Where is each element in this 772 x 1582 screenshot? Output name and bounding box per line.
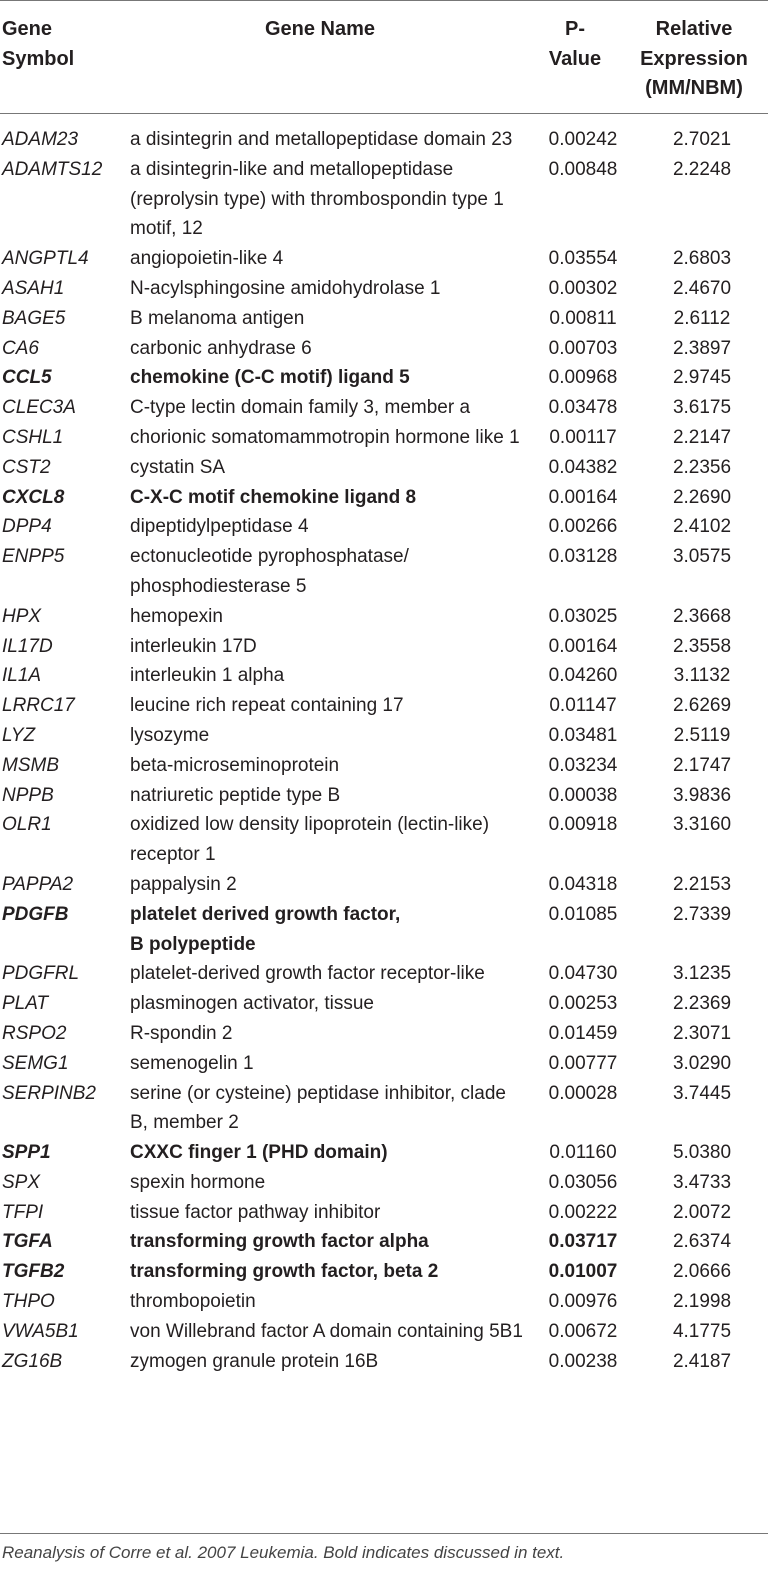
p-value-cell: 0.03554: [548, 248, 618, 270]
table-row: [0, 781, 768, 811]
gene-symbol-cell: SPP1: [2, 1142, 51, 1164]
header-relative-expression: [630, 15, 758, 104]
gene-name-cell: transforming growth factor alpha: [130, 1231, 429, 1253]
gene-symbol-cell: SEMG1: [2, 1052, 69, 1074]
header-gene-name: [132, 15, 508, 45]
relative-expression-cell: 3.1235: [672, 963, 732, 985]
table-row: [0, 155, 768, 244]
header-p-value: [518, 15, 632, 74]
gene-symbol-cell: TFPI: [2, 1201, 44, 1223]
gene-symbol-cell: CCL5: [2, 367, 52, 389]
gene-name-cell: carbonic anhydrase 6: [130, 337, 312, 359]
table-row: [0, 423, 768, 453]
relative-expression-cell: 2.7021: [672, 129, 732, 150]
table-row: [0, 1287, 768, 1317]
p-value-cell: 0.04260: [548, 665, 618, 687]
gene-name-cell: R-spondin 2: [130, 1022, 233, 1044]
gene-name-cell: a disintegrin and metallopeptidase domain 23: [130, 129, 513, 150]
gene-name-cell: pappalysin 2: [130, 873, 237, 895]
relative-expression-cell: 2.4102: [672, 516, 732, 538]
gene-name-cell: angiopoietin-like 4: [130, 248, 284, 270]
table-row: [0, 721, 768, 751]
relative-expression-cell: 2.2690: [672, 486, 732, 508]
gene-name-cell: hemopexin: [130, 605, 223, 627]
gene-name-cell: interleukin 1 alpha: [130, 665, 285, 687]
gene-name-cell: C-X-C motif chemokine ligand 8: [130, 486, 417, 508]
table-row: [0, 1049, 768, 1079]
p-value-cell: 0.00242: [548, 129, 618, 150]
gene-name-cell: zymogen granule protein 16B: [130, 1350, 379, 1372]
relative-expression-cell: 3.3160: [672, 814, 732, 836]
table-row: [0, 304, 768, 334]
table-row: [0, 989, 768, 1019]
p-value-cell: 0.00968: [548, 367, 618, 389]
table-row: [0, 542, 768, 602]
gene-name-cell: plasminogen activator, tissue: [130, 993, 374, 1015]
gene-name-cell: lysozyme: [130, 724, 210, 746]
p-value-cell: 0.03481: [548, 724, 618, 746]
relative-expression-cell: 2.6269: [672, 695, 732, 717]
gene-name-cell: chemokine (C-C motif) ligand 5: [130, 367, 410, 389]
table-row: [0, 751, 768, 781]
table-row: [0, 1198, 768, 1228]
p-value-cell: 0.04382: [548, 456, 618, 478]
p-value-cell: 0.00811: [549, 307, 617, 329]
relative-expression-cell: 2.3897: [672, 337, 732, 359]
table-row: [0, 870, 768, 900]
table-row: [0, 1019, 768, 1049]
gene-name-cell: von Willebrand factor A domain containing 5B1: [130, 1320, 523, 1342]
p-value-cell: 0.04318: [548, 873, 618, 895]
p-value-cell: 0.00222: [548, 1201, 618, 1223]
p-value-cell: 0.00976: [548, 1291, 618, 1313]
p-value-cell: 0.00164: [548, 486, 618, 508]
p-value-cell: 0.00028: [548, 1082, 618, 1104]
gene-symbol-cell: TGFB2: [2, 1261, 65, 1283]
gene-name-cell: CXXC finger 1 (PHD domain): [130, 1142, 388, 1164]
p-value-cell: 0.00918: [548, 814, 618, 836]
p-value-cell: 0.03234: [548, 754, 618, 776]
p-value-cell: 0.01147: [549, 695, 617, 717]
gene-symbol-cell: CST2: [2, 456, 51, 478]
header-gene-symbol-text: Gene Symbol: [2, 18, 75, 70]
table-footnote: Reanalysis of Corre et al. 2007 Leukemia. Bold indicates discussed in text.: [2, 1543, 565, 1562]
relative-expression-cell: 2.9745: [672, 367, 732, 389]
gene-name-cell: tissue factor pathway inhibitor: [130, 1201, 381, 1223]
gene-name-cell: thrombopoietin: [130, 1291, 256, 1313]
gene-symbol-cell: NPPB: [2, 784, 54, 806]
top-rule: [0, 0, 768, 1]
table-row: [0, 274, 768, 304]
table-row: [0, 512, 768, 542]
relative-expression-cell: 2.2153: [672, 873, 732, 895]
p-value-cell: 0.00117: [549, 426, 617, 448]
gene-symbol-cell: PDGFB: [2, 903, 69, 925]
gene-symbol-cell: HPX: [2, 605, 42, 627]
relative-expression-cell: 2.1747: [672, 754, 732, 776]
p-value-cell: 0.01007: [548, 1261, 618, 1283]
gene-name-cell: dipeptidylpeptidase 4: [130, 516, 309, 538]
gene-name-cell: N-acylsphingosine amidohydrolase 1: [130, 277, 441, 299]
relative-expression-cell: 2.2356: [672, 456, 732, 478]
gene-symbol-cell: ASAH1: [2, 277, 65, 299]
gene-name-cell: oxidized low density lipoprotein (lectin-like) receptor 1: [130, 814, 490, 866]
gene-symbol-cell: ANGPTL4: [2, 248, 89, 270]
gene-symbol-cell: ENPP5: [2, 546, 65, 568]
relative-expression-cell: 3.6175: [672, 397, 732, 419]
relative-expression-cell: 2.2147: [672, 426, 732, 448]
gene-name-cell: leucine rich repeat containing 17: [130, 695, 404, 717]
relative-expression-cell: 2.4670: [672, 277, 732, 299]
p-value-cell: 0.03128: [548, 546, 618, 568]
relative-expression-cell: 2.2369: [672, 993, 732, 1015]
table-row: [0, 1138, 768, 1168]
table-row: [0, 453, 768, 483]
gene-name-cell: beta-microseminoprotein: [130, 754, 340, 776]
header-rule: [0, 113, 768, 114]
relative-expression-cell: 2.4187: [672, 1350, 732, 1372]
gene-symbol-cell: CSHL1: [2, 426, 64, 448]
table-row: [0, 393, 768, 423]
header-gene-symbol: [2, 15, 122, 74]
table-row: [0, 661, 768, 691]
table-row: [0, 810, 768, 870]
gene-name-cell: a disintegrin-like and metallopeptidase (reprolysin type) with thrombospondin type 1 motif, 12: [130, 158, 504, 240]
gene-name-cell: B melanoma antigen: [130, 307, 305, 329]
gene-name-cell: cystatin SA: [130, 456, 226, 478]
gene-symbol-cell: ZG16B: [2, 1350, 63, 1372]
relative-expression-cell: 2.3558: [672, 635, 732, 657]
relative-expression-cell: 2.1998: [672, 1291, 732, 1313]
relative-expression-cell: 2.3071: [672, 1022, 732, 1044]
table-row: [0, 1168, 768, 1198]
relative-expression-cell: 2.0666: [672, 1261, 732, 1283]
relative-expression-cell: 3.0575: [672, 546, 732, 568]
table-row: [0, 1317, 768, 1347]
gene-name-cell: transforming growth factor, beta 2: [130, 1261, 439, 1283]
relative-expression-cell: 5.0380: [672, 1142, 732, 1164]
p-value-cell: 0.03478: [548, 397, 618, 419]
table-row: [0, 483, 768, 513]
table-row: [0, 691, 768, 721]
gene-symbol-cell: DPP4: [2, 516, 52, 538]
table-row: [0, 632, 768, 662]
gene-symbol-cell: IL1A: [2, 665, 42, 687]
table-row: [0, 334, 768, 364]
gene-symbol-cell: SERPINB2: [2, 1082, 96, 1104]
table-row: [0, 1257, 768, 1287]
relative-expression-cell: 2.2248: [672, 158, 732, 180]
gene-symbol-cell: ADAM23: [2, 129, 79, 150]
p-value-cell: 0.03717: [548, 1231, 618, 1253]
gene-symbol-cell: TGFA: [2, 1231, 53, 1253]
gene-symbol-cell: IL17D: [2, 635, 53, 657]
p-value-cell: 0.00302: [548, 277, 618, 299]
header-p-value-text: P- Value: [548, 18, 602, 70]
relative-expression-cell: 3.0290: [672, 1052, 732, 1074]
p-value-cell: 0.03025: [548, 605, 618, 627]
gene-symbol-cell: LYZ: [2, 724, 36, 746]
gene-name-cell: platelet derived growth factor, B polypeptide: [130, 903, 401, 955]
p-value-cell: 0.00238: [548, 1350, 618, 1372]
p-value-cell: 0.00703: [548, 337, 618, 359]
gene-name-cell: semenogelin 1: [130, 1052, 254, 1074]
table-row: [0, 363, 768, 393]
gene-symbol-cell: CLEC3A: [2, 397, 76, 419]
gene-symbol-cell: SPX: [2, 1171, 41, 1193]
relative-expression-cell: 3.1132: [673, 665, 731, 687]
p-value-cell: 0.01160: [549, 1142, 617, 1164]
relative-expression-cell: 2.5119: [673, 724, 731, 746]
gene-name-cell: platelet-derived growth factor receptor-like: [130, 963, 485, 985]
table-body: [0, 125, 768, 1376]
header-relative-expression-text: Relative Expression (MM/NBM): [640, 18, 748, 99]
p-value-cell: 0.00672: [548, 1320, 618, 1342]
table-row: [0, 602, 768, 632]
p-value-cell: 0.00164: [548, 635, 618, 657]
gene-symbol-cell: CXCL8: [2, 486, 65, 508]
gene-name-cell: C-type lectin domain family 3, member a: [130, 397, 471, 419]
gene-symbol-cell: BAGE5: [2, 307, 66, 329]
relative-expression-cell: 2.6112: [673, 307, 731, 329]
gene-symbol-cell: RSPO2: [2, 1022, 67, 1044]
p-value-cell: 0.00038: [548, 784, 618, 806]
gene-name-cell: ectonucleotide pyrophosphatase/ phosphodiesterase 5: [130, 546, 409, 597]
relative-expression-cell: 3.9836: [672, 784, 732, 806]
p-value-cell: 0.01459: [548, 1022, 618, 1044]
relative-expression-cell: 2.3668: [672, 605, 732, 627]
relative-expression-cell: 2.6374: [672, 1231, 732, 1253]
p-value-cell: 0.00253: [548, 993, 618, 1015]
table-row: [0, 900, 768, 960]
gene-name-cell: serine (or cysteine) peptidase inhibitor, clade B, member 2: [130, 1082, 506, 1134]
gene-symbol-cell: PLAT: [2, 993, 49, 1015]
relative-expression-cell: 3.4733: [672, 1171, 732, 1193]
gene-symbol-cell: OLR1: [2, 814, 52, 836]
p-value-cell: 0.00848: [548, 158, 618, 180]
gene-symbol-cell: CA6: [2, 337, 39, 359]
gene-name-cell: natriuretic peptide type B: [130, 784, 341, 806]
p-value-cell: 0.03056: [548, 1171, 618, 1193]
gene-symbol-cell: PAPPA2: [2, 873, 74, 895]
gene-symbol-cell: PDGFRL: [2, 963, 80, 985]
relative-expression-cell: 2.0072: [672, 1201, 732, 1223]
gene-name-cell: chorionic somatomammotropin hormone like 1: [130, 426, 520, 448]
table-row: [0, 1347, 768, 1377]
table-row: [0, 959, 768, 989]
relative-expression-cell: 2.7339: [672, 903, 732, 925]
relative-expression-cell: 3.7445: [672, 1082, 732, 1104]
gene-symbol-cell: LRRC17: [2, 695, 75, 717]
table-row: [0, 244, 768, 274]
relative-expression-cell: 2.6803: [672, 248, 732, 270]
header-gene-name-text: Gene Name: [264, 18, 376, 40]
p-value-cell: 0.00266: [548, 516, 618, 538]
table-row: [0, 1227, 768, 1257]
table-row: [0, 1079, 768, 1139]
gene-symbol-cell: VWA5B1: [2, 1320, 79, 1342]
relative-expression-cell: 4.1775: [672, 1320, 732, 1342]
p-value-cell: 0.00777: [548, 1052, 618, 1074]
table-row: [0, 125, 768, 155]
gene-name-cell: spexin hormone: [130, 1171, 266, 1193]
p-value-cell: 0.01085: [548, 903, 618, 925]
gene-symbol-cell: MSMB: [2, 754, 59, 776]
gene-symbol-cell: ADAMTS12: [2, 158, 103, 180]
gene-symbol-cell: THPO: [2, 1291, 55, 1313]
gene-name-cell: interleukin 17D: [130, 635, 257, 657]
bottom-rule: [0, 1533, 768, 1534]
p-value-cell: 0.04730: [548, 963, 618, 985]
